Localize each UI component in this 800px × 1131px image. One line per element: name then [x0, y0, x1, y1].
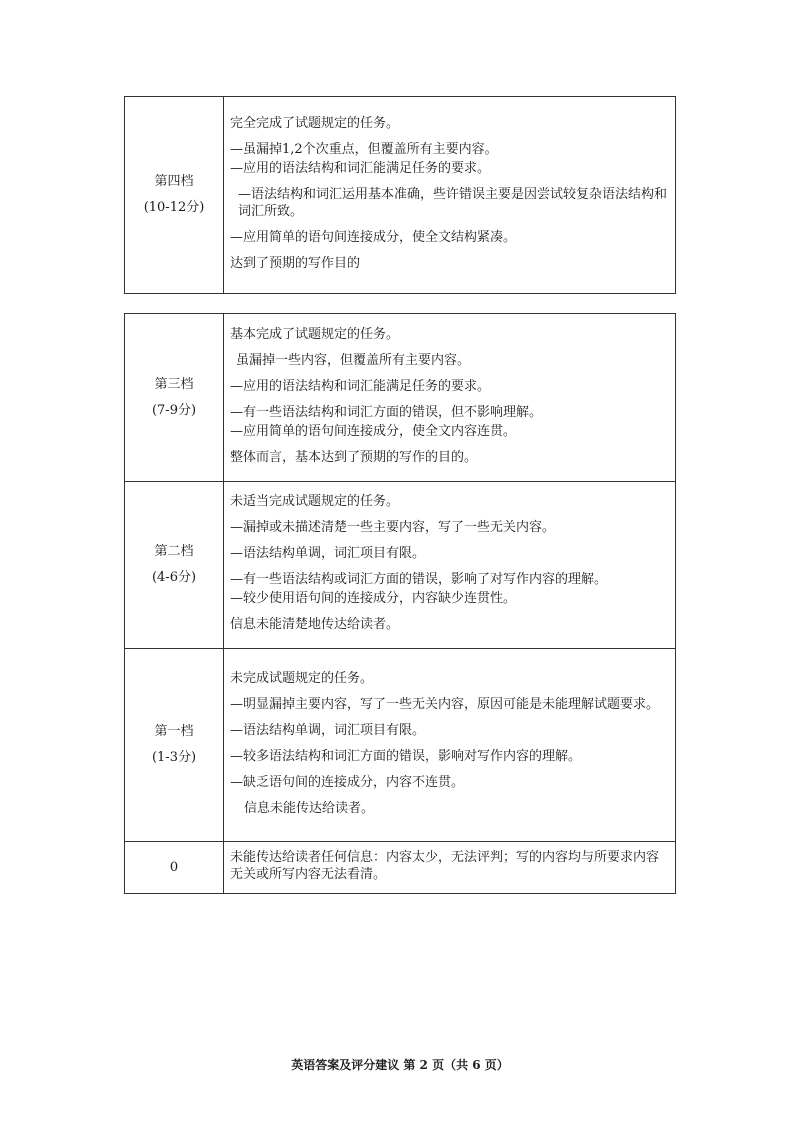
level-name: 第三档: [154, 376, 194, 392]
level-range: (10-12分): [143, 200, 205, 215]
criteria-line: —漏掉或未描述清楚一些主要内容，写了一些无关内容。: [230, 520, 556, 535]
criteria-line: 信息未能传达给读者。: [244, 800, 375, 816]
criteria-line: —应用的语法结构和词汇能满足任务的要求。: [230, 160, 491, 176]
criteria-line: —应用简单的语句间连接成分，使全文内容连贯。: [230, 423, 517, 439]
level-cell: [125, 649, 224, 842]
criteria-cell: [224, 97, 676, 294]
criteria-line: 信息未能清楚地传达给读者。: [230, 617, 400, 632]
level-cell: [125, 842, 224, 894]
level-name: 0: [169, 859, 179, 875]
criteria-line: 整体而言，基本达到了预期的写作的目的。: [230, 449, 478, 465]
criteria-line: —应用简单的语句间连接成分，使全文结构紧凑。: [230, 229, 517, 245]
criteria-line: 未完成试题规定的任务。: [230, 670, 374, 686]
level-range: (7-9分): [151, 402, 197, 418]
level-range: (4-6分): [151, 570, 197, 585]
grade-row-2: [125, 482, 676, 649]
grade-row-4: [125, 97, 676, 294]
grade-row-1: [125, 649, 676, 842]
criteria-line: 基本完成了试题规定的任务。: [230, 326, 400, 342]
criteria-line: 完全完成了试题规定的任务。: [230, 115, 400, 131]
criteria-cell: [224, 482, 676, 649]
criteria-line: —较多语法结构和词汇方面的错误，影响对写作内容的理解。: [230, 748, 582, 764]
grade-row-0: [125, 842, 676, 894]
level-name: 第一档: [154, 724, 194, 739]
level-name: 第二档: [154, 544, 194, 559]
criteria-line: —缺乏语句间的连接成分，内容不连贯。: [230, 774, 465, 790]
criteria-cell: [224, 842, 676, 894]
criteria-line: 未能传达给读者任何信息：内容太少，无法评判；写的内容均与所要求内容无关或所写内容无法看清。: [230, 849, 660, 882]
criteria-line: —有一些语法结构或词汇方面的错误，影响了对写作内容的理解。: [230, 572, 608, 587]
criteria-line: —语法结构单调，词汇项目有限。: [230, 722, 426, 738]
criteria-cell: [224, 314, 676, 482]
criteria-line: —语法结构单调，词汇项目有限。: [230, 546, 426, 561]
criteria-line: 达到了预期的写作目的: [230, 255, 361, 271]
criteria-line: —语法结构和词汇运用基本准确，些许错误主要是因尝试较复杂语法结构和词汇所致。: [238, 186, 668, 219]
criteria-line: —有一些语法结构和词汇方面的错误，但不影响理解。: [230, 404, 543, 420]
level-cell: [125, 97, 224, 294]
criteria-line: —虽漏掉1,2个次重点，但覆盖所有主要内容。: [230, 141, 498, 157]
grade-row-3: [125, 314, 676, 482]
criteria-line: —应用的语法结构和词汇能满足任务的要求。: [230, 378, 491, 394]
page-footer: 英语答案及评分建议 第 2 页（共 6 页）: [291, 1058, 509, 1072]
criteria-line: 虽漏掉一些内容，但覆盖所有主要内容。: [236, 352, 471, 368]
level-name: 第四档: [154, 174, 194, 189]
level-cell: [125, 482, 224, 649]
level-cell: [125, 314, 224, 482]
grade-table-bottom: [124, 313, 676, 894]
level-range: (1-3分): [151, 750, 197, 765]
criteria-line: —明显漏掉主要内容，写了一些无关内容，原因可能是未能理解试题要求。: [230, 696, 660, 712]
criteria-cell: [224, 649, 676, 842]
criteria-line: 未适当完成试题规定的任务。: [230, 494, 400, 509]
criteria-line: —较少使用语句间的连接成分，内容缺少连贯性。: [230, 591, 517, 606]
grade-table-top: [124, 96, 676, 294]
